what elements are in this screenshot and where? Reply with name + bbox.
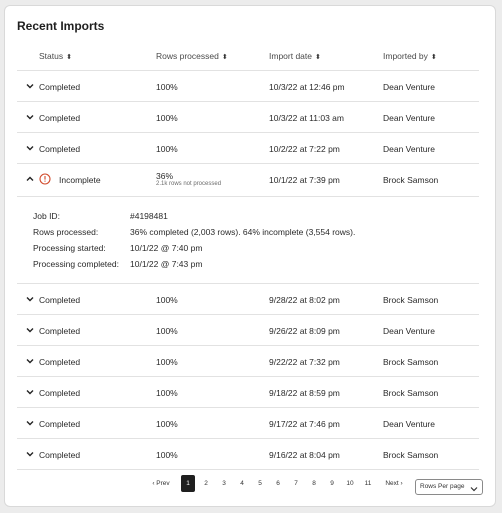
table-row[interactable]: [17, 71, 479, 102]
imported-by-cell: Dean Venture: [383, 113, 435, 123]
import-date-cell: 9/28/22 at 8:02 pm: [269, 295, 340, 305]
status-cell: Completed: [39, 450, 81, 460]
detail-label-processing-started: Processing started:: [33, 243, 106, 253]
table-row[interactable]: [17, 377, 479, 408]
detail-label-processing-completed: Processing completed:: [33, 259, 119, 269]
chevron-down-icon: [470, 484, 478, 498]
chevron-down-icon[interactable]: [24, 448, 36, 460]
imported-by-cell: Dean Venture: [383, 419, 435, 429]
table-header: [17, 42, 479, 71]
recent-imports-card: [4, 5, 496, 507]
detail-label-job-id: Job ID:: [33, 211, 60, 221]
imported-by-cell: Dean Venture: [383, 326, 435, 336]
sort-icon: ⬍: [315, 54, 321, 61]
table-row[interactable]: [17, 284, 479, 315]
imported-by-cell: Brock Samson: [383, 175, 439, 185]
header-import-date[interactable]: Import date ⬍: [269, 51, 321, 61]
chevron-up-icon[interactable]: [24, 173, 36, 185]
page-4-button[interactable]: 4: [240, 480, 244, 487]
status-cell: Completed: [39, 326, 81, 336]
table-row[interactable]: [17, 408, 479, 439]
rows-per-page-select[interactable]: [415, 479, 483, 495]
rows-processed-cell: 100%: [156, 82, 178, 92]
prev-label: Prev: [156, 480, 170, 487]
imported-by-cell: Brock Samson: [383, 388, 439, 398]
rows-processed-cell: 100%: [156, 326, 178, 336]
next-label: Next: [385, 480, 399, 487]
chevron-down-icon[interactable]: [24, 386, 36, 398]
import-date-cell: 10/1/22 at 7:39 pm: [269, 175, 340, 185]
status-cell: Completed: [39, 295, 81, 305]
page-9-button[interactable]: 9: [330, 480, 334, 487]
detail-value-job-id: #4198481: [130, 211, 168, 221]
detail-value-processing-started: 10/1/22 @ 7:40 pm: [130, 243, 203, 253]
chevron-down-icon[interactable]: [24, 111, 36, 123]
import-date-cell: 10/3/22 at 11:03 am: [269, 113, 344, 123]
next-button[interactable]: Next ›: [385, 480, 403, 487]
sort-icon: ⬍: [430, 54, 437, 61]
status-cell: Completed: [39, 388, 81, 398]
table-row-expanded[interactable]: [17, 164, 479, 197]
imported-by-cell: Brock Samson: [383, 295, 439, 305]
prev-button[interactable]: ‹ Prev: [152, 480, 170, 487]
table-row[interactable]: [17, 133, 479, 164]
import-date-cell: 10/3/22 at 12:46 pm: [269, 82, 345, 92]
table-row[interactable]: [17, 315, 479, 346]
sort-icon: ⬍: [66, 54, 72, 61]
table-row[interactable]: [17, 439, 479, 470]
page-11-button[interactable]: 11: [364, 480, 372, 487]
chevron-down-icon[interactable]: [24, 142, 36, 154]
rows-processed-cell: 100%: [156, 113, 178, 123]
page-6-button[interactable]: 6: [276, 480, 280, 487]
detail-value-processing-completed: 10/1/22 @ 7:43 pm: [130, 259, 203, 269]
status-cell: Incomplete: [59, 175, 101, 185]
page-1-button[interactable]: 1: [181, 475, 195, 492]
table-row[interactable]: [17, 346, 479, 377]
rows-processed-cell: 36%: [156, 171, 174, 181]
status-cell: Completed: [39, 419, 81, 429]
page-10-button[interactable]: 10: [346, 480, 354, 487]
imported-by-cell: Brock Samson: [383, 357, 439, 367]
status-cell: Completed: [39, 357, 81, 367]
import-date-cell: 10/2/22 at 7:22 pm: [269, 144, 340, 154]
rows-processed-cell: 100%: [156, 357, 178, 367]
imported-by-cell: Dean Venture: [383, 144, 435, 154]
rows-processed-cell: 100%: [156, 388, 178, 398]
import-date-cell: 9/17/22 at 7:46 pm: [269, 419, 340, 429]
chevron-down-icon[interactable]: [24, 417, 36, 429]
import-date-cell: 9/16/22 at 8:04 pm: [269, 450, 340, 460]
imported-by-cell: Brock Samson: [383, 450, 439, 460]
import-date-cell: 9/26/22 at 8:09 pm: [269, 326, 340, 336]
detail-value-rows-processed: 36% completed (2,003 rows). 64% incomplete (3,554 rows).: [130, 227, 356, 237]
imports-table: [17, 42, 479, 470]
rows-processed-cell: 100%: [156, 295, 178, 305]
rows-not-processed-note: 2.1k rows not processed: [156, 181, 222, 187]
chevron-down-icon[interactable]: [24, 293, 36, 305]
rows-processed-cell: 100%: [156, 144, 178, 154]
chevron-down-icon[interactable]: [24, 355, 36, 367]
rows-processed-cell: 100%: [156, 450, 178, 460]
status-cell: Completed: [39, 82, 81, 92]
header-imported-by[interactable]: Imported by ⬍: [383, 51, 437, 61]
status-cell: Completed: [39, 144, 81, 154]
header-rows-processed[interactable]: Rows processed ⬍: [156, 51, 228, 61]
rows-processed-cell: 100%: [156, 419, 178, 429]
page-2-button[interactable]: 2: [204, 480, 208, 487]
chevron-down-icon[interactable]: [24, 324, 36, 336]
header-status[interactable]: Status ⬍: [39, 51, 72, 61]
table-row[interactable]: [17, 102, 479, 133]
page-5-button[interactable]: 5: [258, 480, 262, 487]
import-details-panel: [17, 197, 479, 284]
import-date-cell: 9/22/22 at 7:32 pm: [269, 357, 340, 367]
warning-icon: [39, 173, 51, 185]
status-cell: Completed: [39, 113, 81, 123]
page-8-button[interactable]: 8: [312, 480, 316, 487]
page-title: Recent Imports: [17, 19, 105, 33]
chevron-down-icon[interactable]: [24, 80, 36, 92]
sort-icon: ⬍: [221, 54, 228, 61]
import-date-cell: 9/18/22 at 8:59 pm: [269, 388, 340, 398]
page-3-button[interactable]: 3: [222, 480, 226, 487]
imported-by-cell: Dean Venture: [383, 82, 435, 92]
page-7-button[interactable]: 7: [294, 480, 298, 487]
rows-per-page-label: Rows Per page: [420, 483, 465, 490]
detail-label-rows-processed: Rows processed:: [33, 227, 99, 237]
